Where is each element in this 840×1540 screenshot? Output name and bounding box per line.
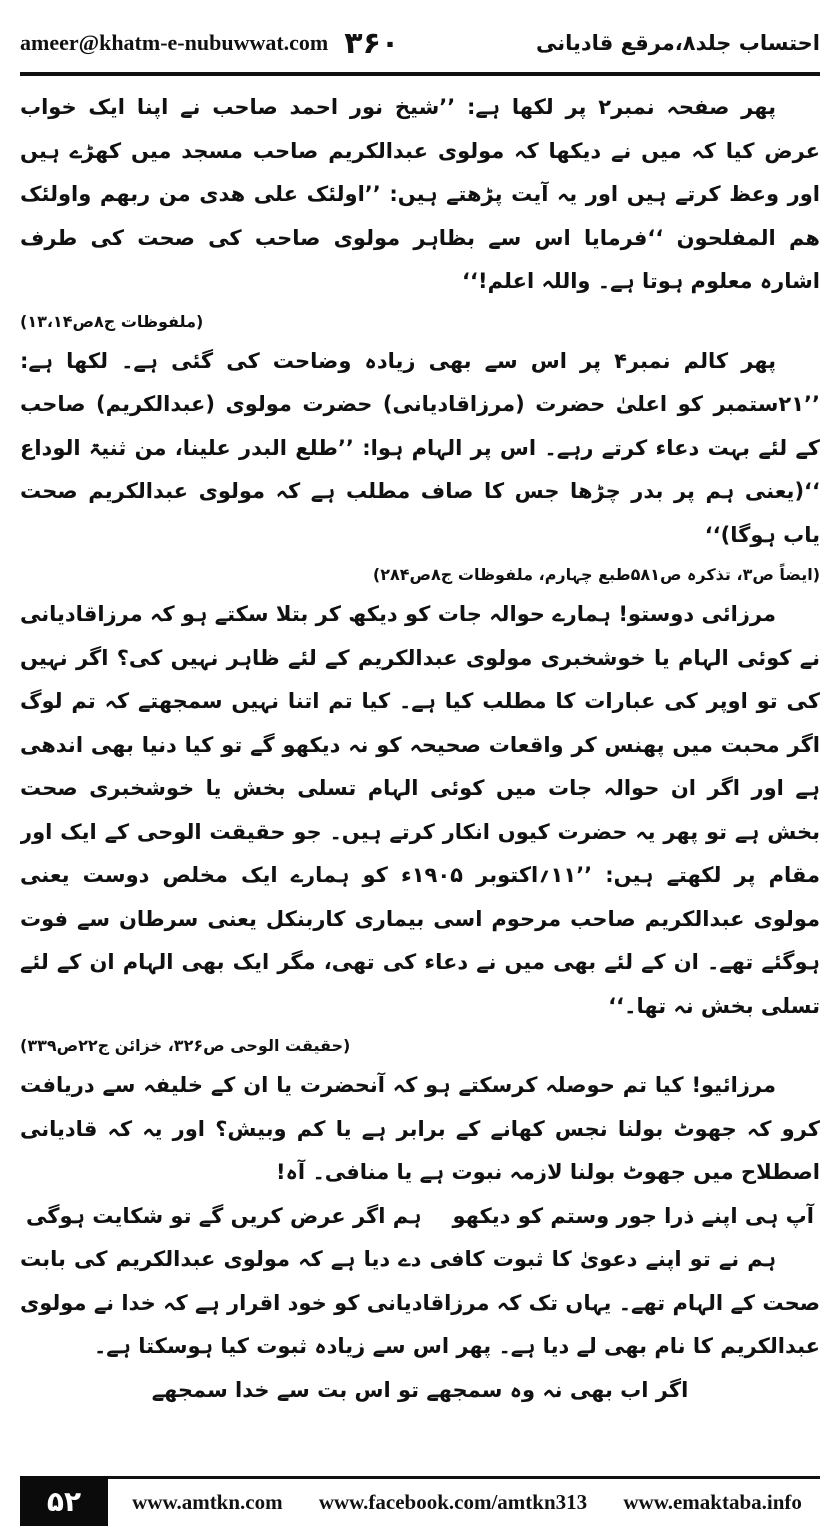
reference-2: (ایضاً ص۳، تذکرہ ص۵۸۱طبع چہارم، ملفوظات ج۸ص۲۸۴) xyxy=(372,565,820,584)
verse-couplet xyxy=(20,1195,820,1239)
footer-links xyxy=(108,1476,820,1526)
footer-link-facebook[interactable]: www.facebook.com/amtkn313 xyxy=(318,1490,588,1514)
page-header xyxy=(20,18,820,68)
closing-verse: اگر اب بھی نہ وہ سمجھے تو اس بت سے خدا سمجھے xyxy=(151,1377,689,1402)
verse-line-right: آپ ہی اپنے ذرا جور وستم کو دیکھو xyxy=(452,1203,814,1228)
paragraph-2: پھر کالم نمبر۴ پر اس سے بھی زیادہ وضاحت کی گئی ہے۔ لکھا ہے: ’’۲۱ستمبر کو اعلیٰ حضرت (مرزاقادیانی) حضرت مولوی (عبدالکریم) صاحب کے لئے بہت دعاء کرتے رہے۔ اس پر الہام ہوا: ’’طلع البدر علینا، من ثنیۃ الوداع ‘‘(یعنی ہم پر بدر چڑھا جس کا صاف مطلب ہے کہ مولوی عبدالکریم صحت یاب ہوگا)‘‘ xyxy=(20,348,820,547)
paragraph-4: مرزائیو! کیا تم حوصلہ کرسکتے ہو کہ آنحضرت یا ان کے خلیفہ سے دریافت کرو کہ جھوٹ بولنا نجس کھانے کے برابر ہے یا کم وبیش؟ اور یہ کہ قادیانی اصطلاح میں جھوٹ بولنا لازمہ نبوت ہے یا منافی۔ آہ! xyxy=(20,1073,820,1184)
footer-page-number: ۵۲ xyxy=(20,1476,108,1526)
paragraph-5: ہم نے تو اپنے دعویٰ کا ثبوت کافی دے دیا ہے کہ مولوی عبدالکریم کی بابت صحت کے الہام تھے۔ یہاں تک کہ مرزاقادیانی کو خود اقرار ہے کہ خدا نے مولوی عبدالکریم کا نام بھی لے دیا ہے۔ پھر اس سے زیادہ ثبوت کیا ہوسکتا ہے۔ xyxy=(20,1247,820,1358)
header-left xyxy=(20,26,399,61)
paragraph-3: مرزائی دوستو! ہمارے حوالہ جات کو دیکھ کر بتلا سکتے ہو کہ مرزاقادیانی نے کوئی الہام یا خوشخبری مولوی عبدالکریم کے لئے ظاہر نہیں کی؟ اگر نہیں کی تو اوپر کی عبارات کا مطلب کیا ہے۔ کیا تم اتنا نہیں سمجھتے کہ تم لوگ اگر محبت میں پھنس کر واقعات صحیحہ کو نہ دیکھو گے تو کیا دنیا بھی اندھی ہے اور اگر ان حوالہ جات میں کوئی الہام تسلی بخش یا خوشخبری صحت بخش ہے تو پھر یہ حضرت کیوں انکار کرتے ہیں۔ جو حقیقت الوحی کے ایک اور مقام پر لکھتے ہیں: ’’۱۱؍اکتوبر ۱۹۰۵ء کو ہمارے ایک مخلص دوست یعنی مولوی عبدالکریم صاحب مرحوم اسی بیماری کاربنکل یعنی سرطان سے فوت ہوگئے تھے۔ ان کے لئے بھی میں نے دعاء کی تھی، مگر ایک بھی الہام ان کے لئے تسلی بخش نہ تھا۔‘‘ xyxy=(20,602,820,1018)
reference-3: (حقیقت الوحی ص۳۲۶، خزائن ج۲۲ص۳۳۹) xyxy=(20,1036,351,1055)
footer-link-amtkn[interactable]: www.amtkn.com xyxy=(132,1490,283,1514)
footer-link-emaktaba[interactable]: www.emaktaba.info xyxy=(623,1490,802,1514)
reference-1: (ملفوظات ج۸ص۱۳،۱۴) xyxy=(20,311,204,331)
header-divider xyxy=(20,72,820,76)
header-email: ameer@khatm-e-nubuwwat.com xyxy=(20,30,329,55)
page-body xyxy=(20,86,820,1452)
header-book-title: احتساب جلد۸،مرقع قادیانی xyxy=(535,31,820,55)
page-footer xyxy=(20,1470,820,1532)
header-page-number: ۳۶۰ xyxy=(344,25,400,61)
paragraph-1: پھر صفحہ نمبر۲ پر لکھا ہے: ’’شیخ نور احمد صاحب نے اپنا ایک خواب عرض کیا کہ میں نے دیکھا کہ مولوی عبدالکریم صاحب مسجد میں کھڑے ہیں اور وعظ کرتے ہیں اور یہ آیت پڑھتے ہیں: ’’اولئک علی ھدی من ربھم واولئک ھم المفلحون ‘‘فرمایا اس سے بظاہر مولوی صاحب کی صحت کی طرف اشارہ معلوم ہوتا ہے۔ واللہ اعلم!‘‘ xyxy=(20,95,820,293)
verse-line-left: ہم اگر عرض کریں گے تو شکایت ہوگی xyxy=(26,1203,422,1228)
